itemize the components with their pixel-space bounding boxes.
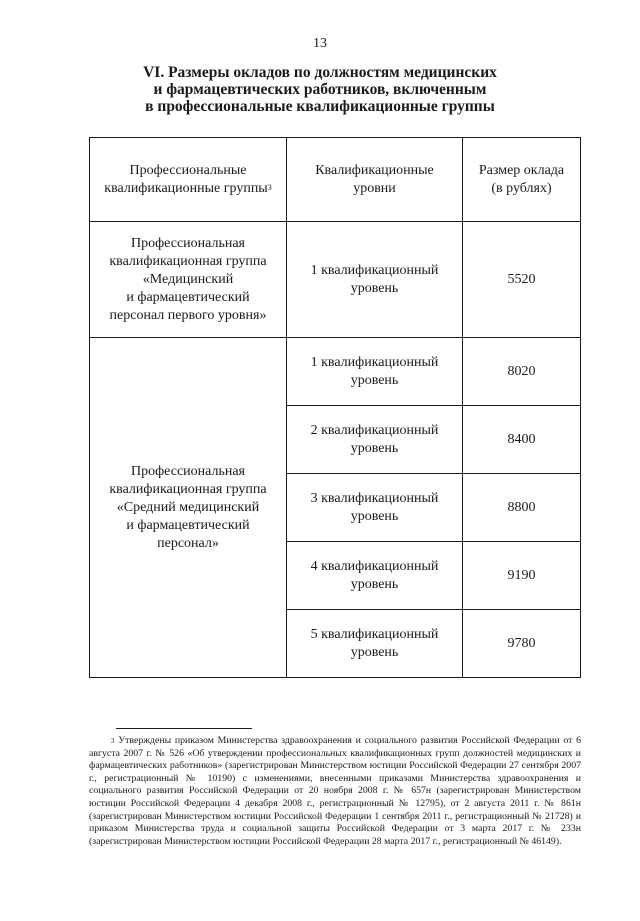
footnote — [89, 735, 581, 848]
title-line: VI. Размеры окладов по должностям медицинских — [143, 64, 497, 81]
level-cell — [287, 222, 463, 338]
salary-cell: 8400 — [463, 406, 581, 474]
salary-cell: 5520 — [463, 222, 581, 338]
header-qualification-levels — [287, 138, 463, 222]
header-text: Квалификационные — [315, 162, 434, 178]
level-text: 5 квалификационный — [310, 626, 439, 642]
group-name-line: и фармацевтический — [126, 517, 250, 533]
group-name-line: персонал» — [157, 535, 219, 551]
group-name-line: и фармацевтический — [126, 289, 250, 305]
level-cell — [287, 406, 463, 474]
header-text: Профессиональные — [129, 162, 247, 178]
level-text: уровень — [350, 440, 399, 456]
footnote-mark: 3 — [111, 737, 115, 745]
salary-cell: 9190 — [463, 542, 581, 610]
group-name-line: квалификационная группа — [109, 481, 267, 497]
level-cell — [287, 542, 463, 610]
salary-cell: 9780 — [463, 610, 581, 678]
level-text: уровень — [350, 280, 399, 296]
group-name-line: «Средний медицинский — [116, 499, 260, 515]
group-name-line: квалификационная группа — [109, 253, 267, 269]
level-cell — [287, 610, 463, 678]
footnote-mark: 3 — [267, 182, 272, 192]
level-text: 3 квалификационный — [310, 490, 439, 506]
level-text: уровень — [350, 644, 399, 660]
group-name-cell — [90, 222, 287, 338]
title-line: в профессиональные квалификационные группы — [145, 98, 495, 115]
table-row — [90, 222, 581, 338]
group-name-line: персонал первого уровня» — [109, 307, 267, 323]
level-text: 1 квалификационный — [310, 354, 439, 370]
level-cell — [287, 474, 463, 542]
salary-cell: 8800 — [463, 474, 581, 542]
salary-table — [89, 137, 581, 678]
section-title — [110, 64, 530, 115]
footnote-text: Утверждены приказом Министерства здравоохранения и социального развития Российской Федерации от 6 августа 2007 г. № 526 «Об утверждении профессиональных квалификационных групп должностей медицинских и фармацевтических работников» (зарегистрирован Министерством юстиции Российской Федерации 27 сентября 2007 г., регистрационный № 10190) с изменениями, внесенными приказами Министерства здравоохранения и социального развития Российской Федерации от 20 ноября 2008 г. № 657н (зарегистрирован Министерством юстиции Российской Федерации 4 декабря 2008 г., регистрационный № 12795), от 2 августа 2011 г. № 861н (зарегистрирован Министерством юстиции Российской Федерации 1 сентября 2011 г., регистрационный № 21728) и приказом Министерства труда и социальной защиты Российской Федерации от 3 марта 2017 г. № 233н (зарегистрирован Министерством юстиции Российской Федерации 28 марта 2017 г., регистрационный № 46149). — [89, 735, 581, 847]
group-name-cell — [90, 338, 287, 678]
group-name-line: Профессиональная — [130, 235, 245, 251]
level-text: уровень — [350, 372, 399, 388]
title-line: и фармацевтических работников, включенным — [153, 81, 487, 98]
header-text: (в рублях) — [491, 180, 552, 196]
level-text: 4 квалификационный — [310, 558, 439, 574]
level-text: уровень — [350, 576, 399, 592]
level-text: 2 квалификационный — [310, 422, 439, 438]
table-row — [90, 338, 581, 406]
page-number: 13 — [313, 36, 327, 51]
header-text: Размер оклада — [478, 162, 565, 178]
header-salary — [463, 138, 581, 222]
level-text: 1 квалификационный — [310, 262, 439, 278]
level-cell — [287, 338, 463, 406]
table-header-row — [90, 138, 581, 222]
footnote-separator — [116, 728, 252, 729]
salary-cell: 8020 — [463, 338, 581, 406]
group-name-line: Профессиональная — [130, 463, 245, 479]
header-text: уровни — [353, 180, 396, 196]
header-qualification-groups — [90, 138, 287, 222]
level-text: уровень — [350, 508, 399, 524]
header-text: квалификационные группы — [104, 180, 268, 196]
group-name-line: «Медицинский — [142, 271, 234, 287]
